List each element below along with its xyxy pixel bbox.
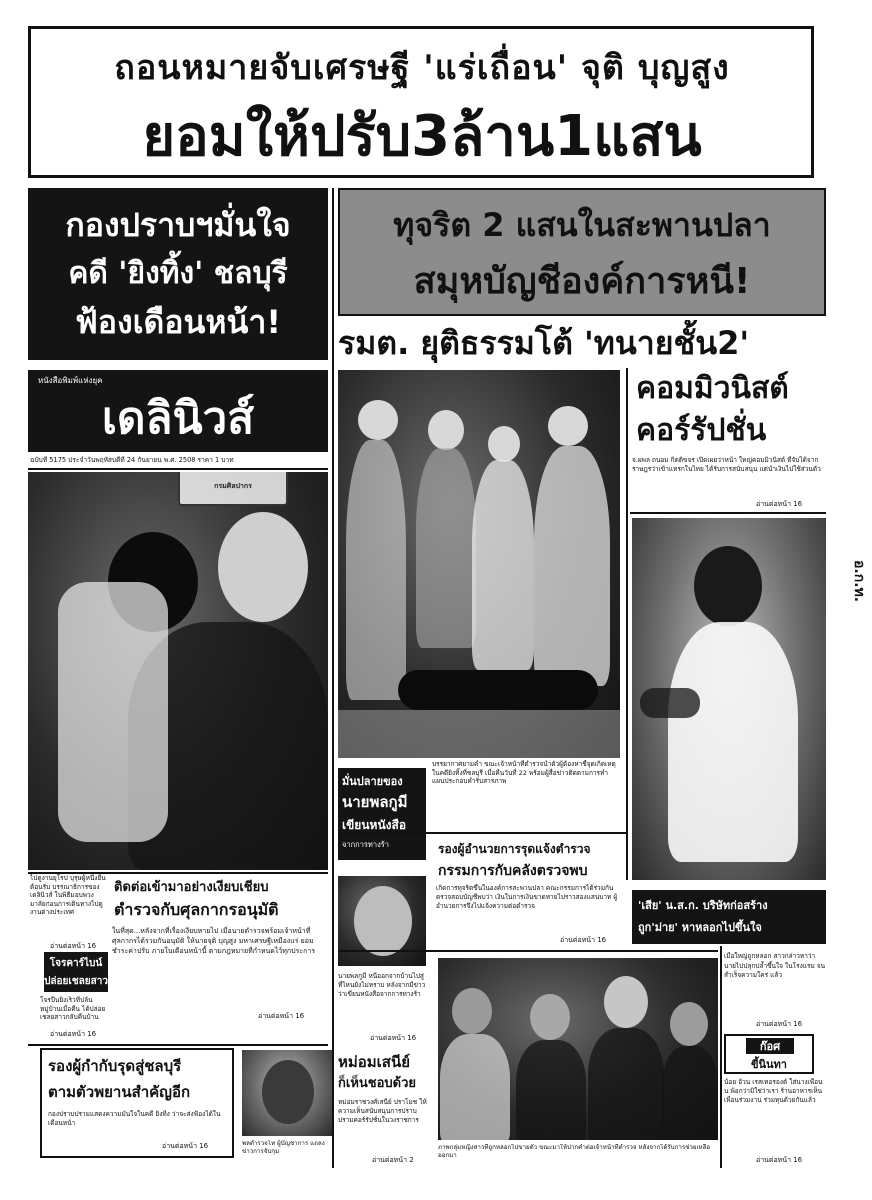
seni-headline-line2: ก็เห็นชอบด้วย — [338, 1076, 417, 1091]
crime-scene-photo — [338, 370, 620, 758]
section-rule — [338, 950, 718, 952]
garland-flowers — [58, 582, 168, 842]
column-divider — [626, 368, 628, 880]
photo-figure-hand — [640, 688, 700, 718]
crime-headline-line2: คดี 'ยิงทิ้ง' ชลบุรี — [68, 255, 288, 291]
photo-figure-head — [218, 512, 308, 622]
contact-headline: ตำรวจกับศุลกากรอนุมัติ — [114, 900, 279, 919]
photo-figure-head — [262, 1060, 314, 1124]
crime-headline-line3: ฟ้องเดือนหน้า! — [75, 302, 281, 341]
section-rule — [28, 1044, 328, 1046]
masthead-headline-line1: ถอนหมายจับเศรษฐี 'แร่เถื่อน' จุติ บุญสูง — [114, 48, 730, 88]
deceived-body: เมื่อใหญ่ถูกหลอก สาวกล่าวหาว่า นายไปปลุกปล้ำขึ้นใจ ในโรงแรม จนสำเร็จความใคร่ แล้ว — [724, 952, 826, 979]
column-divider — [720, 946, 722, 1168]
women-group-photo — [438, 958, 718, 1140]
fish-market-headline-box — [338, 188, 826, 316]
deputy-chief-line1: รองผู้กำกับรุดสู่ชลบุรี — [48, 1057, 182, 1075]
general-spotlight-line3: เขียนหนังสือ — [342, 818, 407, 832]
communist-rule — [630, 512, 826, 514]
carbine-bandit-body: โจรปืนยิงเร็วที่ปล้นหมู่บ้านเมื่อคืน ได้ปล่อยเชลยสาวกลับคืนบ้าน — [40, 996, 106, 1021]
newspaper-logo — [28, 370, 328, 452]
deputy-chief-continue-link[interactable]: อ่านต่อหน้า 16 — [162, 1142, 209, 1150]
archive-stamp-text: กรมศิลปากร — [214, 481, 252, 490]
gossip-title-line1: ก๊อศ — [746, 1038, 794, 1054]
photo-figure-head — [488, 426, 520, 462]
carbine-bandit-continue-link[interactable]: อ่านต่อหน้า 16 — [50, 1030, 97, 1038]
photo-figure-head — [530, 994, 570, 1040]
minister-headline: รมต. ยุติธรรมโต้ 'ทนายชั้น2' — [338, 324, 750, 362]
issue-line: ฉบับที่ 5175 ประจำวันพฤหัสบดีที่ 24 กันยายน พ.ศ. 2508 ราคา 1 บาท — [30, 456, 234, 464]
police-headline: รองผู้อำนวยการรุดแจ้งตำรวจ — [438, 842, 591, 856]
crime-scene-caption: บรรยากาศยามค่ำ ขณะเจ้าหน้าที่ตำรวจนำตัวผู้ต้องหาชี้จุดเกิดเหตุ ในคดียิงทิ้งที่ชลบุรี เมื่อคืนวันที่ 22 พร้อมผู้สื่อข่าวติดตามการทำแผนประกอบคำรับสารภาพ — [432, 760, 616, 785]
crime-headline-box — [28, 188, 328, 360]
logo-name: เดลินิวส์ — [101, 393, 255, 444]
garland-continue-link[interactable]: อ่านต่อหน้า 16 — [50, 942, 97, 950]
section-rule — [338, 832, 628, 834]
deputy-chief-box — [40, 1048, 234, 1158]
general-spotlight-line2: นายพลกูมี — [342, 793, 408, 811]
contact-continue-link[interactable]: อ่านต่อหน้า 16 — [258, 1012, 305, 1020]
photo-figure-head — [604, 976, 648, 1028]
photo-figure-head — [452, 988, 492, 1034]
issue-rule — [28, 468, 328, 470]
masthead-headline-line2: ยอมให้ปรับ3ล้าน1แสน — [142, 103, 702, 169]
gossip-column-logo — [724, 1034, 814, 1074]
deputy-chief-line2: ตามตัวพยานสำคัญอีก — [48, 1083, 191, 1101]
police-subheadline: กรรมการกับคลังตรวจพบ — [438, 863, 588, 879]
carbine-bandit-box — [44, 952, 108, 992]
photo-figure-head — [670, 1002, 708, 1046]
masthead-headline-box — [28, 26, 814, 178]
archive-stamp — [178, 472, 288, 506]
official-portrait-caption: พลตำรวจโท ผู้บัญชาการ แถลงข่าวการจับกุม — [242, 1140, 325, 1155]
general-continue-link[interactable]: อ่านต่อหน้า 16 — [370, 1034, 417, 1042]
contact-kicker: ติดต่อเข้ามาอย่างเงียบเชียบ — [114, 880, 269, 895]
side-stamp: อ.ก.ท. — [851, 560, 867, 603]
gossip-title-line2: ขี้นินทา — [751, 1058, 787, 1071]
general-spotlight-box — [338, 768, 426, 860]
photo-figure-head — [354, 886, 412, 956]
photo-figure-head — [548, 406, 588, 446]
communist-headline-line2: คอร์รัปชั่น — [636, 413, 767, 448]
photo-figure-body — [416, 448, 476, 648]
photo-figure-head — [358, 400, 398, 440]
communist-headline-line1: คอมมิวนิสต์ — [636, 371, 789, 406]
photo-figure-body — [668, 622, 798, 862]
garland-caption: ไปดูงานยุโรป บุรุษผู้หนึ่งยืนต้อนรับ บรรณาธิการของเดลินิวส์ ในพิธีมอบพวงมาลัยก่อนการเดินทางไปดูงานต่างประเทศ — [30, 874, 106, 916]
column-divider — [332, 188, 334, 1168]
fish-market-headline-line1: ทุจริต 2 แสนในสะพานปลา — [393, 205, 771, 244]
contact-body: ในที่สุด...หลังจากที่เรื่องเงียบหายไป เมื่อนายตำรวจพร้อมเจ้าหน้าที่ศุลกากรได้ร่วมกันอนุมัติ ให้นายจุติ บุญสูง มหาเศรษฐีเหมืองแร่ ยอมชำระค่าปรับ ภายในเดือนหน้านี้ ตามกฎหมายที่กำหนดไว้ทุกประการ — [112, 927, 316, 955]
women-group-caption: ภาพกลุ่มหญิงสาวที่ถูกหลอกไปขายตัว ขณะมาให้ปากคำต่อเจ้าหน้าที่ตำรวจ หลังจากได้รับการช่วยเหลือออกมา — [438, 1144, 711, 1159]
carbine-bandit-line1: โจรคาร์ไบน์ — [49, 957, 103, 969]
police-continue-link[interactable]: อ่านต่อหน้า 16 — [560, 936, 607, 944]
deputy-chief-body: กองปราบปรามแสดงความมั่นใจในคดี ยิงทิ้ง ว่าจะส่งฟ้องได้ในเดือนหน้า — [48, 1110, 221, 1127]
general-portrait-photo — [338, 876, 426, 966]
garland-photo — [28, 472, 328, 870]
deceived-headline-line1: 'เสีย' น.ส.ก. บริษัทก่อสร้าง — [638, 899, 768, 912]
photo-figure-body — [440, 1034, 510, 1140]
photo-figure-body — [472, 460, 534, 670]
suspect-photo — [632, 518, 826, 880]
seni-body: หม่อมราชวงศ์เสนีย์ ปราโมช ให้ความเห็นสนับสนุนการปราบปรามคอร์รัปชั่นในวงราชการ — [338, 1098, 427, 1124]
carbine-bandit-line2: ปล่อยเชลยสาว — [44, 975, 108, 987]
photo-figure-lying — [398, 670, 598, 710]
deceived-headline-line2: ถูก'ม่าย' หาหลอกไปขึ้นใจ — [638, 921, 762, 934]
photo-figure-body — [588, 1028, 664, 1140]
gossip-body: น้อย อ้วน เรสเทอรองต์ ใส่นางเพื่อนน พ้อกว่ามิใช่ว่าเรา ร้านอาหารเห็นเพื่อนร่วมงาน ร่วมทุนด้วยกันแล้ว — [724, 1078, 823, 1104]
general-body: นายพลกูมี หนีออกจากบ้านไปสู่ที่ไหนยังไม่ทราบ หลังจากมีข่าวว่าเขียนหนังสือจากการทางร้า — [338, 972, 426, 998]
general-spotlight-line4: จากการทางร้า — [342, 840, 389, 849]
deceived-continue-link[interactable]: อ่านต่อหน้า 16 — [756, 1020, 803, 1028]
fish-market-headline-line2: สมุหบัญชีองค์การหนี! — [413, 260, 751, 302]
gossip-continue-link[interactable]: อ่านต่อหน้า 16 — [756, 1156, 803, 1164]
official-portrait-photo — [242, 1050, 332, 1136]
photo-ground — [338, 710, 620, 758]
police-body: เกิดการทุจริตขึ้นในองค์การสะพานปลา คณะกรรมการได้ร่วมกันตรวจสอบบัญชีพบว่า เงินในการเงินขาดหายไปราวสองแสนบาท ผู้อำนวยการจึงไปแจ้งความต่อตำรวจ — [436, 884, 618, 910]
photo-figure-body — [346, 440, 406, 700]
logo-tagline: หนังสือพิมพ์แห่งยุค — [38, 376, 103, 385]
communist-body: จ.ผพล ถนอม กิตติขจร เปิดเผยว่าหน้า ใหญ่คอมมิวนิสต์ ที่จับได้จากราษฎรว่าเข้าแทรกในไทย ได้รับการสนับสนุน แต่นำเงินไปใช้ส่วนตัว — [632, 456, 821, 473]
photo-figure-head — [694, 546, 762, 626]
photo-figure-head — [428, 410, 464, 450]
seni-continue-link[interactable]: อ่านต่อหน้า 2 — [372, 1156, 414, 1164]
crime-headline-line1: กองปราบฯมั่นใจ — [65, 205, 291, 244]
photo-figure-body — [534, 446, 610, 686]
communist-continue-link[interactable]: อ่านต่อหน้า 16 — [756, 500, 803, 508]
section-rule — [28, 872, 328, 874]
photo-figure-body — [662, 1046, 718, 1140]
general-spotlight-line1: มั่นปลายของ — [342, 775, 403, 788]
deceived-headline-box — [632, 890, 826, 944]
photo-figure-body — [516, 1040, 586, 1140]
seni-headline-line1: หม่อมเสนีย์ — [338, 1053, 410, 1071]
